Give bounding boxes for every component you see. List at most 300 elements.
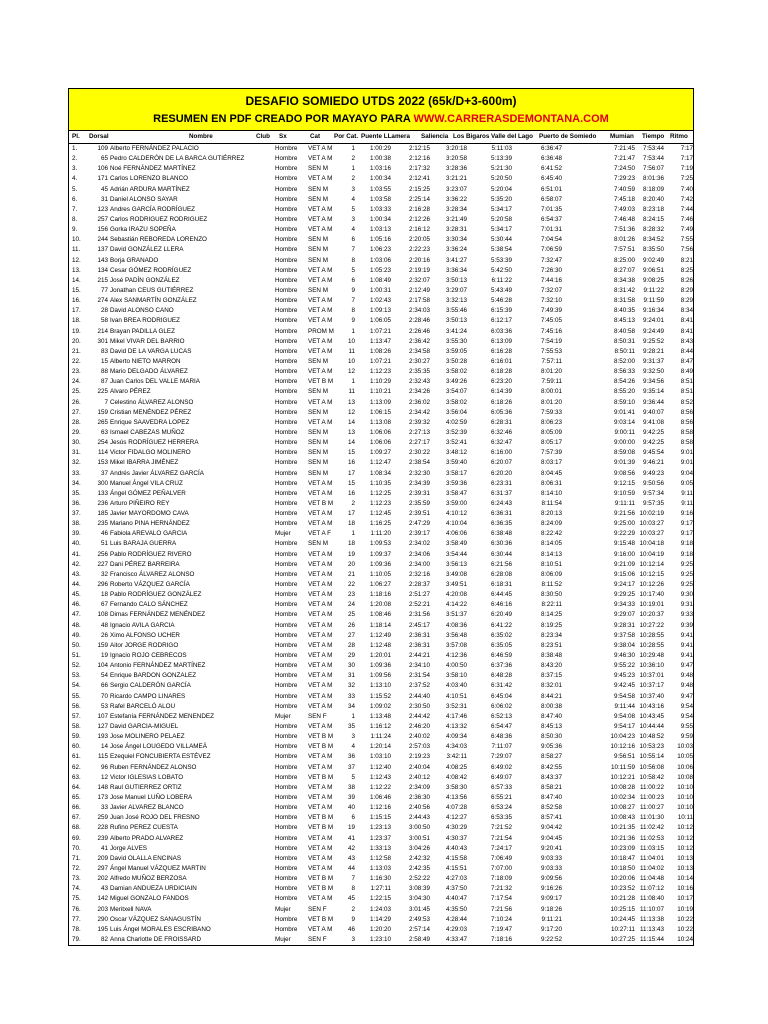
col-name: Adrián ARDURA MARTÍNEZ: [110, 185, 190, 193]
col-puente-llamera: 1:00:31: [369, 286, 391, 294]
col-sex: Hombre: [275, 510, 298, 518]
col-puerto-de-somiedo: 8:19:25: [540, 621, 562, 629]
col-name: Ricardo CAMPO LINARES: [110, 692, 186, 700]
col-ritmo: 9:41: [680, 641, 693, 649]
col-puente-llamera: 1:00:29: [369, 145, 391, 152]
col-mumian: 9:56:51: [613, 753, 635, 761]
col-place: 7.: [72, 205, 78, 213]
table-row: [69, 458, 693, 468]
col-sex: Hombre: [275, 895, 298, 903]
col-name: Alberto NIETO MARRON: [110, 357, 181, 365]
col-tiempo: 10:12:26: [639, 581, 664, 589]
col-dorsal: 104: [97, 662, 108, 670]
col-dorsal: 33: [100, 804, 108, 812]
col-saliencia: 2:35:35: [408, 368, 430, 376]
col-puerto-de-somiedo: 8:45:13: [540, 723, 562, 731]
col-tiempo: 8:23:18: [642, 205, 664, 213]
col-valle-del-lago: 6:20:07: [490, 459, 512, 467]
table-row: [69, 539, 693, 549]
col-tiempo: 11:00:22: [639, 783, 664, 791]
col-puente-llamera: 1:16:12: [369, 723, 391, 731]
table-row: [69, 316, 693, 326]
col-saliencia: 2:34:58: [408, 347, 430, 355]
col-puerto-de-somiedo: 8:23:34: [540, 631, 562, 639]
col-tiempo: 9:46:21: [642, 459, 664, 467]
col-sex: Hombre: [275, 682, 298, 690]
col-cat: SEN F: [308, 712, 327, 720]
col-name: Ximo ALFONSO UCHER: [110, 631, 180, 639]
col-saliencia: 2:26:46: [408, 327, 430, 335]
header-col-valle-del-lago: Valle del Lago: [491, 133, 533, 140]
col-cat-rank: 38: [347, 783, 355, 791]
col-puente-llamera: 1:08:34: [369, 469, 391, 477]
col-ritmo: 8:51: [680, 378, 693, 386]
col-los-bigaros: 4:10:12: [445, 510, 467, 518]
col-name: Raul GUTIERREZ ORTIZ: [110, 783, 182, 791]
col-sex: Hombre: [275, 408, 298, 416]
table-row: [69, 590, 693, 600]
col-cat-rank: 15: [347, 479, 355, 487]
table-row: [69, 276, 693, 286]
col-tiempo: 11:10:07: [639, 905, 664, 913]
col-place: 73.: [72, 875, 81, 883]
col-dorsal: 65: [100, 155, 108, 163]
col-cat-rank: 2: [351, 175, 355, 183]
col-ritmo: 9:17: [680, 530, 693, 538]
col-puente-llamera: 1:12:49: [369, 631, 391, 639]
col-name: Dani PÉREZ BARREIRA: [110, 560, 180, 568]
col-ritmo: 10:13: [677, 854, 693, 862]
col-cat: SEN M: [308, 195, 328, 203]
col-dorsal: 28: [100, 307, 108, 315]
col-sex: Hombre: [275, 449, 298, 457]
col-ritmo: 10:19: [677, 905, 693, 913]
col-place: 22.: [72, 357, 81, 365]
col-puente-llamera: 1:05:23: [369, 266, 391, 274]
table-row: [69, 529, 693, 539]
col-saliencia: 2:35:59: [408, 499, 430, 507]
col-puerto-de-somiedo: 8:11:52: [541, 581, 562, 589]
col-puente-llamera: 1:12:48: [369, 641, 391, 649]
col-tiempo: 10:04:18: [639, 540, 664, 548]
col-mumian: 9:42:45: [613, 682, 635, 690]
col-mumian: 9:00:11: [614, 428, 635, 436]
col-los-bigaros: 4:10:04: [445, 520, 467, 528]
col-dorsal: 300: [97, 479, 108, 487]
col-los-bigaros: 4:06:06: [445, 530, 467, 538]
col-place: 59.: [72, 733, 81, 741]
col-puerto-de-somiedo: 8:10:51: [540, 560, 562, 568]
col-cat: VET B M: [308, 378, 334, 386]
col-dorsal: 203: [97, 905, 108, 913]
col-tiempo: 8:18:09: [642, 185, 664, 193]
col-cat-rank: 9: [351, 317, 355, 325]
col-tiempo: 7:53:44: [642, 155, 664, 163]
col-puente-llamera: 1:13:47: [369, 337, 391, 345]
col-puente-llamera: 1:09:36: [369, 560, 391, 568]
col-puerto-de-somiedo: 8:11:54: [541, 499, 562, 507]
col-mumian: 10:23:52: [610, 885, 635, 893]
col-cat: VET A M: [308, 723, 333, 731]
col-dorsal: 45: [100, 185, 108, 193]
col-cat-rank: 22: [347, 581, 355, 589]
col-ritmo: 7:49: [680, 226, 693, 234]
col-dorsal: 185: [97, 510, 108, 518]
col-sex: Hombre: [275, 925, 298, 933]
col-ritmo: 7:44: [680, 205, 693, 213]
col-name: Aitor JORGE RODRIGO: [110, 641, 179, 649]
col-puerto-de-somiedo: 7:45:05: [540, 317, 562, 325]
col-ritmo: 10:08: [677, 773, 693, 781]
col-cat-rank: 13: [347, 428, 355, 436]
col-mumian: 8:54:26: [613, 378, 635, 386]
col-sex: Hombre: [275, 662, 298, 670]
col-dorsal: 127: [97, 723, 108, 731]
table-row: [69, 823, 693, 833]
col-valle-del-lago: 6:31:42: [490, 682, 512, 690]
col-valle-del-lago: 6:24:43: [490, 499, 512, 507]
col-name: Pablo RODRÍGUEZ GONZÁLEZ: [110, 591, 202, 599]
col-tiempo: 10:28:55: [639, 641, 664, 649]
col-valle-del-lago: 5:35:20: [490, 195, 512, 203]
col-cat: VET A M: [308, 317, 333, 325]
col-puente-llamera: 1:00:34: [369, 215, 391, 223]
col-saliencia: 2:30:50: [408, 702, 430, 710]
col-mumian: 9:54:17: [613, 723, 635, 731]
col-puente-llamera: 1:09:13: [369, 307, 391, 315]
col-mumian: 9:55:22: [613, 662, 635, 670]
col-name: Dimas FERNÁNDEZ MENÉNDEZ: [110, 611, 206, 619]
col-cat: SEN M: [308, 408, 328, 416]
col-sex: Hombre: [275, 337, 298, 345]
col-saliencia: 2:39:32: [408, 418, 430, 426]
col-place: 4.: [72, 175, 78, 183]
col-name: Daniel ALONSO SAYAR: [110, 195, 178, 203]
col-saliencia: 2:27:17: [408, 439, 430, 447]
header-col-mumian: Mumian: [610, 133, 634, 140]
col-place: 42.: [72, 560, 81, 568]
col-tiempo: 10:53:23: [639, 743, 664, 751]
col-cat-rank: 43: [347, 854, 355, 862]
col-los-bigaros: 3:41:24: [445, 327, 467, 335]
col-cat-rank: 13: [347, 398, 355, 406]
col-mumian: 8:40:58: [613, 327, 635, 335]
col-saliencia: 2:44:40: [408, 692, 430, 700]
col-cat: VET A M: [308, 510, 333, 518]
col-mumian: 9:10:59: [613, 489, 635, 497]
col-tiempo: 8:34:52: [642, 236, 664, 244]
col-los-bigaros: 4:03:40: [445, 682, 467, 690]
col-sex: Hombre: [275, 611, 298, 619]
col-sex: Hombre: [275, 489, 298, 497]
col-cat-rank: 30: [347, 662, 355, 670]
col-cat: VET B M: [308, 499, 334, 507]
col-place: 79.: [72, 935, 81, 943]
table-row: [69, 834, 693, 844]
col-sex: Mujer: [275, 530, 291, 538]
col-los-bigaros: 3:58:02: [445, 398, 467, 406]
col-tiempo: 11:04:01: [639, 854, 664, 862]
col-los-bigaros: 3:50:13: [445, 317, 467, 325]
col-cat: VET A M: [308, 591, 333, 599]
col-saliencia: 2:34:10: [408, 662, 430, 670]
col-dorsal: 32: [100, 570, 108, 578]
table-row: [69, 925, 693, 935]
col-tiempo: 10:55:14: [639, 753, 664, 761]
col-sex: Hombre: [275, 276, 298, 284]
col-los-bigaros: 4:15:58: [445, 854, 467, 862]
col-name: Fernando CALO SÁNCHEZ: [110, 601, 188, 609]
col-ritmo: 8:41: [680, 327, 693, 335]
col-sex: Hombre: [275, 368, 298, 376]
col-name: David DE LA VARGA LUCAS: [110, 347, 192, 355]
col-tiempo: 10:36:10: [639, 662, 664, 670]
col-los-bigaros: 3:54:07: [445, 388, 467, 396]
col-puente-llamera: 1:06:27: [369, 581, 391, 589]
col-mumian: 10:21:28: [610, 895, 635, 903]
col-cat: SEN M: [308, 428, 328, 436]
col-name: Pedro CALDERÓN DE LA BARCA GUTIÉRREZ: [110, 155, 245, 163]
col-cat: SEN M: [308, 459, 328, 467]
col-los-bigaros: 3:36:24: [445, 246, 467, 254]
subtitle-url[interactable]: WWW.CARRERASDEMONTANA.COM: [413, 113, 609, 125]
col-saliencia: 2:47:29: [408, 520, 430, 528]
col-puerto-de-somiedo: 9:03:33: [540, 864, 562, 872]
table-row: [69, 499, 693, 509]
col-puente-llamera: 1:12:43: [369, 773, 391, 781]
col-tiempo: 9:42:25: [642, 428, 664, 436]
col-los-bigaros: 3:49:26: [445, 378, 467, 386]
col-cat-rank: 1: [351, 165, 355, 173]
col-los-bigaros: 3:42:11: [446, 753, 467, 761]
col-ritmo: 7:17: [680, 155, 693, 163]
col-valle-del-lago: 6:18:31: [490, 581, 512, 589]
col-puerto-de-somiedo: 7:59:33: [540, 408, 562, 416]
col-name: Jose Manuel LUÑO LOBERA: [110, 794, 193, 801]
col-valle-del-lago: 6:20:20: [490, 469, 512, 477]
col-mumian: 10:12:16: [610, 743, 635, 751]
col-cat: SEN F: [308, 935, 327, 943]
col-place: 48.: [72, 621, 81, 629]
table-row: [69, 347, 693, 357]
col-cat-rank: 9: [351, 915, 355, 923]
col-valle-del-lago: 6:32:46: [490, 428, 512, 436]
col-mumian: 8:59:10: [613, 398, 635, 406]
col-sex: Mujer: [275, 905, 291, 913]
table-row: [69, 448, 693, 458]
col-los-bigaros: 4:15:51: [445, 864, 467, 872]
col-cat-rank: 8: [351, 256, 355, 264]
col-saliencia: 2:20:16: [408, 256, 430, 264]
col-puente-llamera: 1:12:22: [369, 783, 391, 791]
col-saliencia: 2:46:20: [408, 723, 430, 731]
col-cat-rank: 35: [347, 723, 355, 731]
col-cat: VET B M: [308, 773, 334, 781]
col-valle-del-lago: 5:21:30: [490, 165, 512, 173]
col-puente-llamera: 1:03:06: [369, 256, 391, 264]
col-dorsal: 123: [97, 205, 108, 213]
col-dorsal: 37: [100, 469, 108, 477]
col-ritmo: 9:11: [681, 489, 693, 497]
col-tiempo: 9:42:25: [642, 439, 664, 447]
col-saliencia: 2:12:41: [408, 175, 430, 183]
table-row: [69, 398, 693, 408]
col-cat-rank: 26: [347, 621, 355, 629]
col-ritmo: 8:49: [680, 368, 693, 376]
col-puente-llamera: 1:09:53: [369, 540, 391, 548]
col-puente-llamera: 1:06:15: [369, 408, 391, 416]
table-row: [69, 306, 693, 316]
col-place: 62.: [72, 763, 81, 771]
col-valle-del-lago: 6:37:36: [490, 662, 512, 670]
col-ritmo: 8:25: [680, 266, 693, 274]
col-dorsal: 274: [97, 297, 108, 305]
col-puerto-de-somiedo: 8:52:58: [540, 804, 562, 812]
col-sex: Hombre: [275, 814, 298, 822]
col-name: Javier MAYORDOMO CAVA: [110, 510, 189, 518]
col-saliencia: 2:12:26: [408, 215, 430, 223]
col-ritmo: 9:33: [680, 611, 693, 619]
col-mumian: 9:12:15: [613, 479, 635, 487]
col-dorsal: 202: [97, 875, 108, 883]
col-saliencia: 2:42:32: [408, 854, 430, 862]
col-cat-rank: 3: [351, 935, 355, 943]
col-ritmo: 8:44: [680, 347, 693, 355]
table-row: [69, 174, 693, 184]
col-saliencia: 2:40:02: [408, 733, 430, 741]
col-saliencia: 2:58:49: [408, 935, 430, 943]
col-puerto-de-somiedo: 7:45:16: [540, 327, 562, 335]
col-mumian: 9:00:00: [613, 439, 635, 447]
col-valle-del-lago: 5:20:58: [490, 215, 512, 223]
col-puerto-de-somiedo: 8:06:23: [540, 418, 562, 426]
col-cat: VET A M: [308, 398, 333, 406]
col-puerto-de-somiedo: 8:23:51: [540, 641, 562, 649]
col-mumian: 10:11:59: [610, 763, 635, 771]
col-sex: Hombre: [275, 378, 298, 386]
col-dorsal: 143: [97, 256, 108, 264]
col-ritmo: 9:01: [680, 449, 693, 457]
col-cat: VET A M: [308, 844, 333, 852]
col-los-bigaros: 3:59:05: [445, 347, 467, 355]
col-dorsal: 43: [100, 885, 108, 893]
col-place: 45.: [72, 591, 81, 599]
col-dorsal: 296: [97, 581, 108, 589]
col-mumian: 9:46:30: [613, 652, 635, 660]
col-mumian: 9:54:58: [613, 692, 635, 700]
col-puente-llamera: 1:14:29: [369, 915, 391, 923]
col-puente-llamera: 1:00:38: [369, 155, 391, 163]
col-place: 40.: [72, 540, 81, 548]
col-puerto-de-somiedo: 9:18:26: [540, 905, 562, 913]
table-row: [69, 905, 693, 915]
col-name: Mario DELGADO ÁLVAREZ: [110, 368, 188, 376]
table-row: [69, 692, 693, 702]
col-puente-llamera: 1:12:25: [369, 489, 391, 497]
col-cat-rank: 37: [347, 763, 355, 771]
col-dorsal: 51: [100, 540, 108, 548]
col-mumian: 10:18:50: [610, 864, 635, 872]
table-row: [69, 854, 693, 864]
col-valle-del-lago: 7:21:32: [490, 885, 512, 893]
col-los-bigaros: 4:08:36: [445, 621, 467, 629]
col-dorsal: 7: [104, 398, 108, 406]
col-place: 29.: [72, 428, 81, 436]
col-valle-del-lago: 5:34:17: [490, 205, 512, 213]
col-name: Ezequiel FONCUBIERTA ESTÉVEZ: [110, 753, 211, 761]
col-sex: Hombre: [275, 388, 298, 396]
col-puente-llamera: 1:18:14: [369, 621, 391, 629]
col-cat: SEN M: [308, 256, 328, 264]
table-row: [69, 763, 693, 773]
col-los-bigaros: 4:40:43: [445, 844, 467, 852]
col-cat: VET A M: [308, 864, 333, 872]
col-name: Ángel GÓMEZ PEÑALVER: [110, 489, 186, 497]
col-place: 32.: [72, 459, 81, 467]
col-los-bigaros: 4:35:50: [445, 905, 467, 913]
col-puerto-de-somiedo: 6:45:40: [540, 175, 562, 183]
col-place: 35.: [72, 489, 81, 497]
col-sex: Hombre: [275, 155, 298, 163]
col-los-bigaros: 4:17:46: [445, 712, 467, 720]
col-mumian: 9:08:56: [613, 469, 635, 477]
table-row: [69, 428, 693, 438]
col-place: 38.: [72, 520, 81, 528]
col-mumian: 10:12:21: [610, 773, 635, 781]
table-row: [69, 580, 693, 590]
col-tiempo: 11:00:23: [639, 794, 664, 801]
col-valle-del-lago: 6:38:48: [490, 530, 512, 538]
col-saliencia: 2:31:54: [408, 672, 430, 680]
col-ritmo: 9:31: [680, 601, 693, 609]
col-dorsal: 66: [100, 682, 108, 690]
table-row: [69, 874, 693, 884]
col-saliencia: 2:30:27: [408, 357, 430, 365]
col-puente-llamera: 1:23:13: [369, 824, 391, 832]
header-col-puente-llamera: Puente LLamera: [361, 133, 410, 140]
col-mumian: 8:52:00: [613, 357, 635, 365]
col-name: Victor FIDALGO MOLINERO: [110, 449, 191, 457]
col-ritmo: 9:11: [681, 499, 693, 507]
col-puerto-de-somiedo: 8:47:40: [540, 794, 562, 801]
col-los-bigaros: 4:40:47: [445, 895, 467, 903]
col-cat-rank: 9: [351, 286, 355, 294]
col-cat: VET A M: [308, 266, 333, 274]
col-cat: VET A M: [308, 489, 333, 497]
col-mumian: 9:01:41: [613, 408, 635, 416]
col-puente-llamera: 1:02:43: [369, 297, 391, 305]
table-row: [69, 894, 693, 904]
col-valle-del-lago: 6:53:35: [490, 814, 512, 822]
col-sex: Hombre: [275, 469, 298, 477]
col-cat-rank: 40: [347, 804, 355, 812]
col-puente-llamera: 1:13:09: [369, 398, 391, 406]
col-valle-del-lago: 6:06:02: [490, 702, 512, 710]
col-sex: Hombre: [275, 641, 298, 649]
col-dorsal: 115: [97, 753, 108, 761]
col-saliencia: 2:34:03: [408, 307, 430, 315]
col-puerto-de-somiedo: 8:05:09: [540, 428, 562, 436]
col-sex: Hombre: [275, 266, 298, 274]
col-ritmo: 10:12: [677, 844, 693, 852]
col-dorsal: 15: [100, 357, 108, 365]
col-cat-rank: 19: [347, 824, 355, 832]
table-row: [69, 164, 693, 174]
col-mumian: 9:24:17: [613, 581, 635, 589]
col-saliencia: 2:19:23: [408, 753, 430, 761]
col-puente-llamera: 1:16:30: [369, 875, 391, 883]
col-tiempo: 10:17:40: [639, 591, 664, 599]
